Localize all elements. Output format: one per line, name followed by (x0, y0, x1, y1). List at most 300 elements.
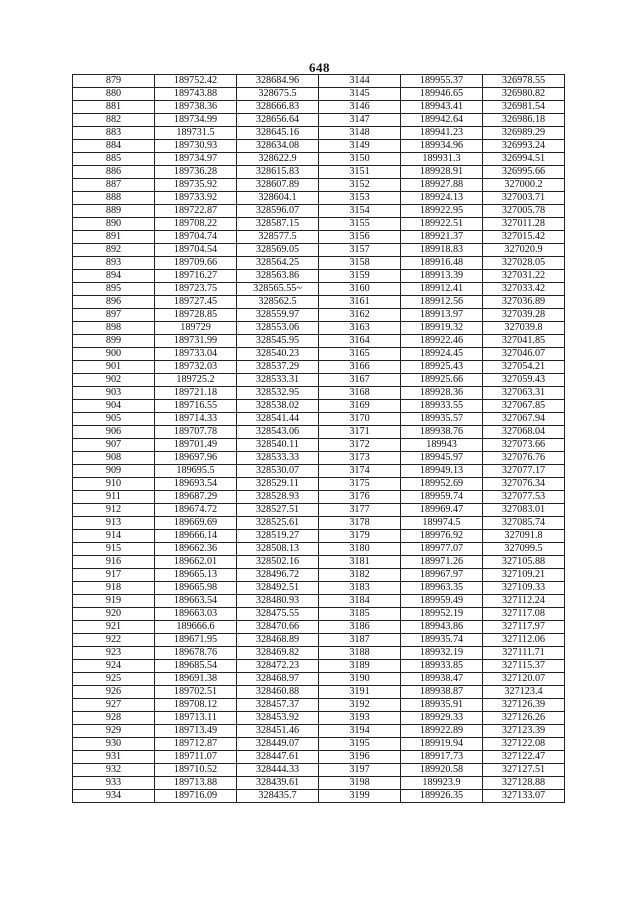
point-number-left-cell: 916 (73, 556, 155, 569)
x-coordinate-right-cell: 189923.9 (401, 777, 483, 790)
x-coordinate-right-cell: 189932.19 (401, 647, 483, 660)
table-row (73, 75, 565, 88)
x-coordinate-right-cell: 189916.48 (401, 257, 483, 270)
y-coordinate-left-cell: 328435.7 (237, 790, 319, 803)
table-row (73, 764, 565, 777)
table-row (73, 361, 565, 374)
page-number: 648 (309, 60, 330, 75)
y-coordinate-right-cell: 327068.04 (483, 426, 565, 439)
x-coordinate-left-cell: 189716.09 (155, 790, 237, 803)
x-coordinate-left-cell: 189733.04 (155, 348, 237, 361)
table-row (73, 218, 565, 231)
point-number-right-cell: 3156 (319, 231, 401, 244)
table-row (73, 777, 565, 790)
x-coordinate-left-cell: 189716.27 (155, 270, 237, 283)
table-row (73, 140, 565, 153)
point-number-right-cell: 3149 (319, 140, 401, 153)
y-coordinate-left-cell: 328460.88 (237, 686, 319, 699)
x-coordinate-left-cell: 189733.92 (155, 192, 237, 205)
point-number-left-cell: 879 (73, 75, 155, 88)
y-coordinate-right-cell: 327133.07 (483, 790, 565, 803)
x-coordinate-right-cell: 189935.91 (401, 699, 483, 712)
point-number-right-cell: 3177 (319, 504, 401, 517)
x-coordinate-left-cell: 189711.07 (155, 751, 237, 764)
y-coordinate-left-cell: 328533.33 (237, 452, 319, 465)
point-number-left-cell: 886 (73, 166, 155, 179)
table-row (73, 582, 565, 595)
x-coordinate-right-cell: 189922.46 (401, 335, 483, 348)
y-coordinate-right-cell: 327033.42 (483, 283, 565, 296)
y-coordinate-left-cell: 328468.97 (237, 673, 319, 686)
x-coordinate-right-cell: 189943.86 (401, 621, 483, 634)
table-row (73, 348, 565, 361)
point-number-right-cell: 3171 (319, 426, 401, 439)
y-coordinate-left-cell: 328533.31 (237, 374, 319, 387)
y-coordinate-left-cell: 328449.07 (237, 738, 319, 751)
table-row (73, 478, 565, 491)
point-number-left-cell: 882 (73, 114, 155, 127)
point-number-right-cell: 3170 (319, 413, 401, 426)
x-coordinate-right-cell: 189959.49 (401, 595, 483, 608)
y-coordinate-left-cell: 328444.33 (237, 764, 319, 777)
point-number-left-cell: 924 (73, 660, 155, 673)
table-row (73, 699, 565, 712)
x-coordinate-right-cell: 189976.92 (401, 530, 483, 543)
x-coordinate-right-cell: 189942.64 (401, 114, 483, 127)
y-coordinate-left-cell: 328439.61 (237, 777, 319, 790)
x-coordinate-right-cell: 189922.95 (401, 205, 483, 218)
y-coordinate-right-cell: 326989.29 (483, 127, 565, 140)
y-coordinate-right-cell: 326993.24 (483, 140, 565, 153)
x-coordinate-left-cell: 189685.54 (155, 660, 237, 673)
point-number-right-cell: 3195 (319, 738, 401, 751)
y-coordinate-right-cell: 327073.66 (483, 439, 565, 452)
x-coordinate-left-cell: 189678.76 (155, 647, 237, 660)
point-number-right-cell: 3154 (319, 205, 401, 218)
point-number-left-cell: 930 (73, 738, 155, 751)
point-number-left-cell: 908 (73, 452, 155, 465)
point-number-right-cell: 3144 (319, 75, 401, 88)
table-row (73, 543, 565, 556)
y-coordinate-right-cell: 327126.39 (483, 699, 565, 712)
x-coordinate-left-cell: 189729 (155, 322, 237, 335)
y-coordinate-left-cell: 328528.93 (237, 491, 319, 504)
x-coordinate-left-cell: 189666.14 (155, 530, 237, 543)
y-coordinate-right-cell: 327067.94 (483, 413, 565, 426)
x-coordinate-left-cell: 189743.88 (155, 88, 237, 101)
y-coordinate-right-cell: 326995.66 (483, 166, 565, 179)
point-number-right-cell: 3190 (319, 673, 401, 686)
table-row (73, 439, 565, 452)
x-coordinate-right-cell: 189935.74 (401, 634, 483, 647)
table-row (73, 322, 565, 335)
point-number-left-cell: 926 (73, 686, 155, 699)
x-coordinate-right-cell: 189920.58 (401, 764, 483, 777)
x-coordinate-left-cell: 189662.01 (155, 556, 237, 569)
table-row (73, 673, 565, 686)
y-coordinate-right-cell: 327122.47 (483, 751, 565, 764)
table-row (73, 257, 565, 270)
x-coordinate-left-cell: 189713.49 (155, 725, 237, 738)
point-number-left-cell: 890 (73, 218, 155, 231)
point-number-right-cell: 3182 (319, 569, 401, 582)
point-number-right-cell: 3153 (319, 192, 401, 205)
x-coordinate-left-cell: 189716.55 (155, 400, 237, 413)
x-coordinate-right-cell: 189924.13 (401, 192, 483, 205)
point-number-right-cell: 3197 (319, 764, 401, 777)
x-coordinate-left-cell: 189702.51 (155, 686, 237, 699)
point-number-right-cell: 3178 (319, 517, 401, 530)
y-coordinate-right-cell: 326980.82 (483, 88, 565, 101)
table-row (73, 205, 565, 218)
point-number-left-cell: 912 (73, 504, 155, 517)
y-coordinate-left-cell: 328634.08 (237, 140, 319, 153)
x-coordinate-right-cell: 189963.35 (401, 582, 483, 595)
x-coordinate-right-cell: 189921.37 (401, 231, 483, 244)
y-coordinate-left-cell: 328666.83 (237, 101, 319, 114)
x-coordinate-right-cell: 189918.83 (401, 244, 483, 257)
x-coordinate-left-cell: 189697.96 (155, 452, 237, 465)
point-number-right-cell: 3192 (319, 699, 401, 712)
y-coordinate-right-cell: 327109.21 (483, 569, 565, 582)
point-number-left-cell: 925 (73, 673, 155, 686)
point-number-left-cell: 913 (73, 517, 155, 530)
x-coordinate-left-cell: 189662.36 (155, 543, 237, 556)
table-row (73, 517, 565, 530)
y-coordinate-right-cell: 327123.4 (483, 686, 565, 699)
y-coordinate-right-cell: 327063.31 (483, 387, 565, 400)
y-coordinate-left-cell: 328519.27 (237, 530, 319, 543)
y-coordinate-right-cell: 327076.76 (483, 452, 565, 465)
x-coordinate-left-cell: 189734.99 (155, 114, 237, 127)
y-coordinate-right-cell: 327122.08 (483, 738, 565, 751)
point-number-right-cell: 3146 (319, 101, 401, 114)
table-row (73, 309, 565, 322)
y-coordinate-right-cell: 327077.53 (483, 491, 565, 504)
y-coordinate-left-cell: 328563.86 (237, 270, 319, 283)
point-number-right-cell: 3160 (319, 283, 401, 296)
table-row (73, 504, 565, 517)
y-coordinate-left-cell: 328545.95 (237, 335, 319, 348)
y-coordinate-left-cell: 328604.1 (237, 192, 319, 205)
y-coordinate-left-cell: 328543.06 (237, 426, 319, 439)
x-coordinate-right-cell: 189943 (401, 439, 483, 452)
y-coordinate-left-cell: 328451.46 (237, 725, 319, 738)
point-number-right-cell: 3168 (319, 387, 401, 400)
point-number-left-cell: 919 (73, 595, 155, 608)
x-coordinate-right-cell: 189945.97 (401, 452, 483, 465)
table-row (73, 569, 565, 582)
x-coordinate-left-cell: 189714.33 (155, 413, 237, 426)
x-coordinate-right-cell: 189931.3 (401, 153, 483, 166)
y-coordinate-right-cell: 327015.42 (483, 231, 565, 244)
y-coordinate-right-cell: 327111.71 (483, 647, 565, 660)
x-coordinate-left-cell: 189693.54 (155, 478, 237, 491)
table-row (73, 725, 565, 738)
point-number-right-cell: 3159 (319, 270, 401, 283)
x-coordinate-right-cell: 189913.39 (401, 270, 483, 283)
y-coordinate-left-cell: 328470.66 (237, 621, 319, 634)
point-number-right-cell: 3179 (319, 530, 401, 543)
table-row (73, 400, 565, 413)
y-coordinate-right-cell: 327039.28 (483, 309, 565, 322)
y-coordinate-right-cell: 327020.9 (483, 244, 565, 257)
point-number-right-cell: 3191 (319, 686, 401, 699)
x-coordinate-left-cell: 189727.45 (155, 296, 237, 309)
point-number-right-cell: 3148 (319, 127, 401, 140)
point-number-right-cell: 3165 (319, 348, 401, 361)
x-coordinate-left-cell: 189669.69 (155, 517, 237, 530)
point-number-left-cell: 917 (73, 569, 155, 582)
point-number-left-cell: 911 (73, 491, 155, 504)
y-coordinate-right-cell: 327128.88 (483, 777, 565, 790)
x-coordinate-left-cell: 189752.42 (155, 75, 237, 88)
x-coordinate-right-cell: 189952.19 (401, 608, 483, 621)
table-row (73, 101, 565, 114)
x-coordinate-right-cell: 189913.97 (401, 309, 483, 322)
x-coordinate-left-cell: 189709.66 (155, 257, 237, 270)
point-number-left-cell: 892 (73, 244, 155, 257)
point-number-right-cell: 3166 (319, 361, 401, 374)
y-coordinate-left-cell: 328615.83 (237, 166, 319, 179)
x-coordinate-right-cell: 189969.47 (401, 504, 483, 517)
table-row (73, 465, 565, 478)
table-row (73, 244, 565, 257)
y-coordinate-right-cell: 326994.51 (483, 153, 565, 166)
x-coordinate-left-cell: 189691.38 (155, 673, 237, 686)
table-row (73, 179, 565, 192)
y-coordinate-left-cell: 328532.95 (237, 387, 319, 400)
y-coordinate-left-cell: 328656.64 (237, 114, 319, 127)
table-row (73, 335, 565, 348)
x-coordinate-right-cell: 189949.13 (401, 465, 483, 478)
point-number-right-cell: 3183 (319, 582, 401, 595)
x-coordinate-right-cell: 189924.45 (401, 348, 483, 361)
x-coordinate-left-cell: 189736.28 (155, 166, 237, 179)
x-coordinate-right-cell: 189943.41 (401, 101, 483, 114)
y-coordinate-left-cell: 328538.02 (237, 400, 319, 413)
x-coordinate-left-cell: 189704.54 (155, 244, 237, 257)
point-number-left-cell: 880 (73, 88, 155, 101)
y-coordinate-left-cell: 328457.37 (237, 699, 319, 712)
x-coordinate-left-cell: 189704.74 (155, 231, 237, 244)
table-row (73, 413, 565, 426)
point-number-right-cell: 3174 (319, 465, 401, 478)
y-coordinate-right-cell: 326986.18 (483, 114, 565, 127)
point-number-left-cell: 894 (73, 270, 155, 283)
table-row (73, 595, 565, 608)
point-number-left-cell: 932 (73, 764, 155, 777)
y-coordinate-left-cell: 328453.92 (237, 712, 319, 725)
table-row (73, 296, 565, 309)
table-row (73, 166, 565, 179)
x-coordinate-right-cell: 189926.35 (401, 790, 483, 803)
point-number-left-cell: 896 (73, 296, 155, 309)
y-coordinate-right-cell: 327046.07 (483, 348, 565, 361)
x-coordinate-right-cell: 189919.32 (401, 322, 483, 335)
y-coordinate-right-cell: 327077.17 (483, 465, 565, 478)
x-coordinate-right-cell: 189928.91 (401, 166, 483, 179)
point-number-left-cell: 895 (73, 283, 155, 296)
point-number-right-cell: 3199 (319, 790, 401, 803)
x-coordinate-left-cell: 189674.72 (155, 504, 237, 517)
x-coordinate-left-cell: 189731.5 (155, 127, 237, 140)
x-coordinate-left-cell: 189666.6 (155, 621, 237, 634)
point-number-right-cell: 3169 (319, 400, 401, 413)
y-coordinate-right-cell: 327126.26 (483, 712, 565, 725)
x-coordinate-left-cell: 189738.36 (155, 101, 237, 114)
y-coordinate-right-cell: 327091.8 (483, 530, 565, 543)
point-number-left-cell: 903 (73, 387, 155, 400)
y-coordinate-left-cell: 328496.72 (237, 569, 319, 582)
table-row (73, 530, 565, 543)
y-coordinate-left-cell: 328553.06 (237, 322, 319, 335)
point-number-left-cell: 887 (73, 179, 155, 192)
x-coordinate-left-cell: 189708.12 (155, 699, 237, 712)
y-coordinate-right-cell: 327109.33 (483, 582, 565, 595)
y-coordinate-right-cell: 327099.5 (483, 543, 565, 556)
point-number-left-cell: 881 (73, 101, 155, 114)
point-number-right-cell: 3175 (319, 478, 401, 491)
point-number-right-cell: 3163 (319, 322, 401, 335)
point-number-left-cell: 891 (73, 231, 155, 244)
table-row (73, 270, 565, 283)
x-coordinate-right-cell: 189933.85 (401, 660, 483, 673)
table-row (73, 452, 565, 465)
table-row (73, 660, 565, 673)
point-number-right-cell: 3162 (319, 309, 401, 322)
x-coordinate-left-cell: 189728.85 (155, 309, 237, 322)
y-coordinate-right-cell: 327083.01 (483, 504, 565, 517)
y-coordinate-left-cell: 328684.96 (237, 75, 319, 88)
y-coordinate-left-cell: 328529.11 (237, 478, 319, 491)
point-number-left-cell: 904 (73, 400, 155, 413)
point-number-right-cell: 3167 (319, 374, 401, 387)
table-row (73, 751, 565, 764)
y-coordinate-left-cell: 328537.29 (237, 361, 319, 374)
table-row (73, 647, 565, 660)
point-number-left-cell: 899 (73, 335, 155, 348)
table-row (73, 686, 565, 699)
x-coordinate-right-cell: 189922.51 (401, 218, 483, 231)
x-coordinate-left-cell: 189723.75 (155, 283, 237, 296)
table-row (73, 790, 565, 803)
point-number-right-cell: 3145 (319, 88, 401, 101)
y-coordinate-right-cell: 327112.06 (483, 634, 565, 647)
x-coordinate-left-cell: 189721.18 (155, 387, 237, 400)
x-coordinate-right-cell: 189925.66 (401, 374, 483, 387)
y-coordinate-left-cell: 328564.25 (237, 257, 319, 270)
x-coordinate-left-cell: 189725.2 (155, 374, 237, 387)
point-number-left-cell: 918 (73, 582, 155, 595)
point-number-left-cell: 901 (73, 361, 155, 374)
x-coordinate-left-cell: 189713.11 (155, 712, 237, 725)
y-coordinate-right-cell: 327123.39 (483, 725, 565, 738)
x-coordinate-right-cell: 189974.5 (401, 517, 483, 530)
point-number-left-cell: 928 (73, 712, 155, 725)
x-coordinate-right-cell: 189938.76 (401, 426, 483, 439)
y-coordinate-left-cell: 328492.51 (237, 582, 319, 595)
point-number-left-cell: 906 (73, 426, 155, 439)
point-number-right-cell: 3198 (319, 777, 401, 790)
y-coordinate-left-cell: 328469.82 (237, 647, 319, 660)
y-coordinate-right-cell: 327054.21 (483, 361, 565, 374)
point-number-left-cell: 933 (73, 777, 155, 790)
y-coordinate-right-cell: 327036.89 (483, 296, 565, 309)
table-row (73, 387, 565, 400)
x-coordinate-left-cell: 189663.03 (155, 608, 237, 621)
y-coordinate-right-cell: 327115.37 (483, 660, 565, 673)
table-row (73, 153, 565, 166)
y-coordinate-right-cell: 327127.51 (483, 764, 565, 777)
x-coordinate-left-cell: 189730.93 (155, 140, 237, 153)
y-coordinate-right-cell: 326981.54 (483, 101, 565, 114)
point-number-left-cell: 921 (73, 621, 155, 634)
y-coordinate-right-cell: 327085.74 (483, 517, 565, 530)
x-coordinate-right-cell: 189938.47 (401, 673, 483, 686)
x-coordinate-left-cell: 189735.92 (155, 179, 237, 192)
y-coordinate-left-cell: 328541.44 (237, 413, 319, 426)
y-coordinate-left-cell: 328675.5 (237, 88, 319, 101)
y-coordinate-right-cell: 327039.8 (483, 322, 565, 335)
y-coordinate-left-cell: 328577.5 (237, 231, 319, 244)
x-coordinate-right-cell: 189971.26 (401, 556, 483, 569)
x-coordinate-left-cell: 189732.03 (155, 361, 237, 374)
point-number-right-cell: 3152 (319, 179, 401, 192)
y-coordinate-right-cell: 327120.07 (483, 673, 565, 686)
point-number-right-cell: 3147 (319, 114, 401, 127)
y-coordinate-left-cell: 328480.93 (237, 595, 319, 608)
table-row (73, 556, 565, 569)
x-coordinate-right-cell: 189912.41 (401, 283, 483, 296)
point-number-right-cell: 3180 (319, 543, 401, 556)
y-coordinate-left-cell: 328472.23 (237, 660, 319, 673)
point-number-right-cell: 3187 (319, 634, 401, 647)
y-coordinate-right-cell: 327112.24 (483, 595, 565, 608)
point-number-right-cell: 3194 (319, 725, 401, 738)
y-coordinate-right-cell: 326978.55 (483, 75, 565, 88)
y-coordinate-left-cell: 328565.55~ (237, 283, 319, 296)
point-number-left-cell: 900 (73, 348, 155, 361)
point-number-right-cell: 3196 (319, 751, 401, 764)
x-coordinate-left-cell: 189708.22 (155, 218, 237, 231)
point-number-left-cell: 934 (73, 790, 155, 803)
x-coordinate-right-cell: 189925.43 (401, 361, 483, 374)
x-coordinate-right-cell: 189919.94 (401, 738, 483, 751)
point-number-left-cell: 909 (73, 465, 155, 478)
x-coordinate-left-cell: 189707.78 (155, 426, 237, 439)
point-number-left-cell: 905 (73, 413, 155, 426)
x-coordinate-left-cell: 189734.97 (155, 153, 237, 166)
x-coordinate-left-cell: 189665.13 (155, 569, 237, 582)
point-number-left-cell: 929 (73, 725, 155, 738)
point-number-left-cell: 888 (73, 192, 155, 205)
x-coordinate-left-cell: 189687.29 (155, 491, 237, 504)
point-number-left-cell: 898 (73, 322, 155, 335)
x-coordinate-right-cell: 189922.89 (401, 725, 483, 738)
y-coordinate-left-cell: 328540.11 (237, 439, 319, 452)
y-coordinate-right-cell: 327059.43 (483, 374, 565, 387)
y-coordinate-left-cell: 328508.13 (237, 543, 319, 556)
x-coordinate-left-cell: 189713.88 (155, 777, 237, 790)
x-coordinate-right-cell: 189927.88 (401, 179, 483, 192)
point-number-left-cell: 920 (73, 608, 155, 621)
y-coordinate-left-cell: 328475.55 (237, 608, 319, 621)
x-coordinate-left-cell: 189695.5 (155, 465, 237, 478)
x-coordinate-right-cell: 189935.57 (401, 413, 483, 426)
table-row (73, 738, 565, 751)
point-number-left-cell: 910 (73, 478, 155, 491)
